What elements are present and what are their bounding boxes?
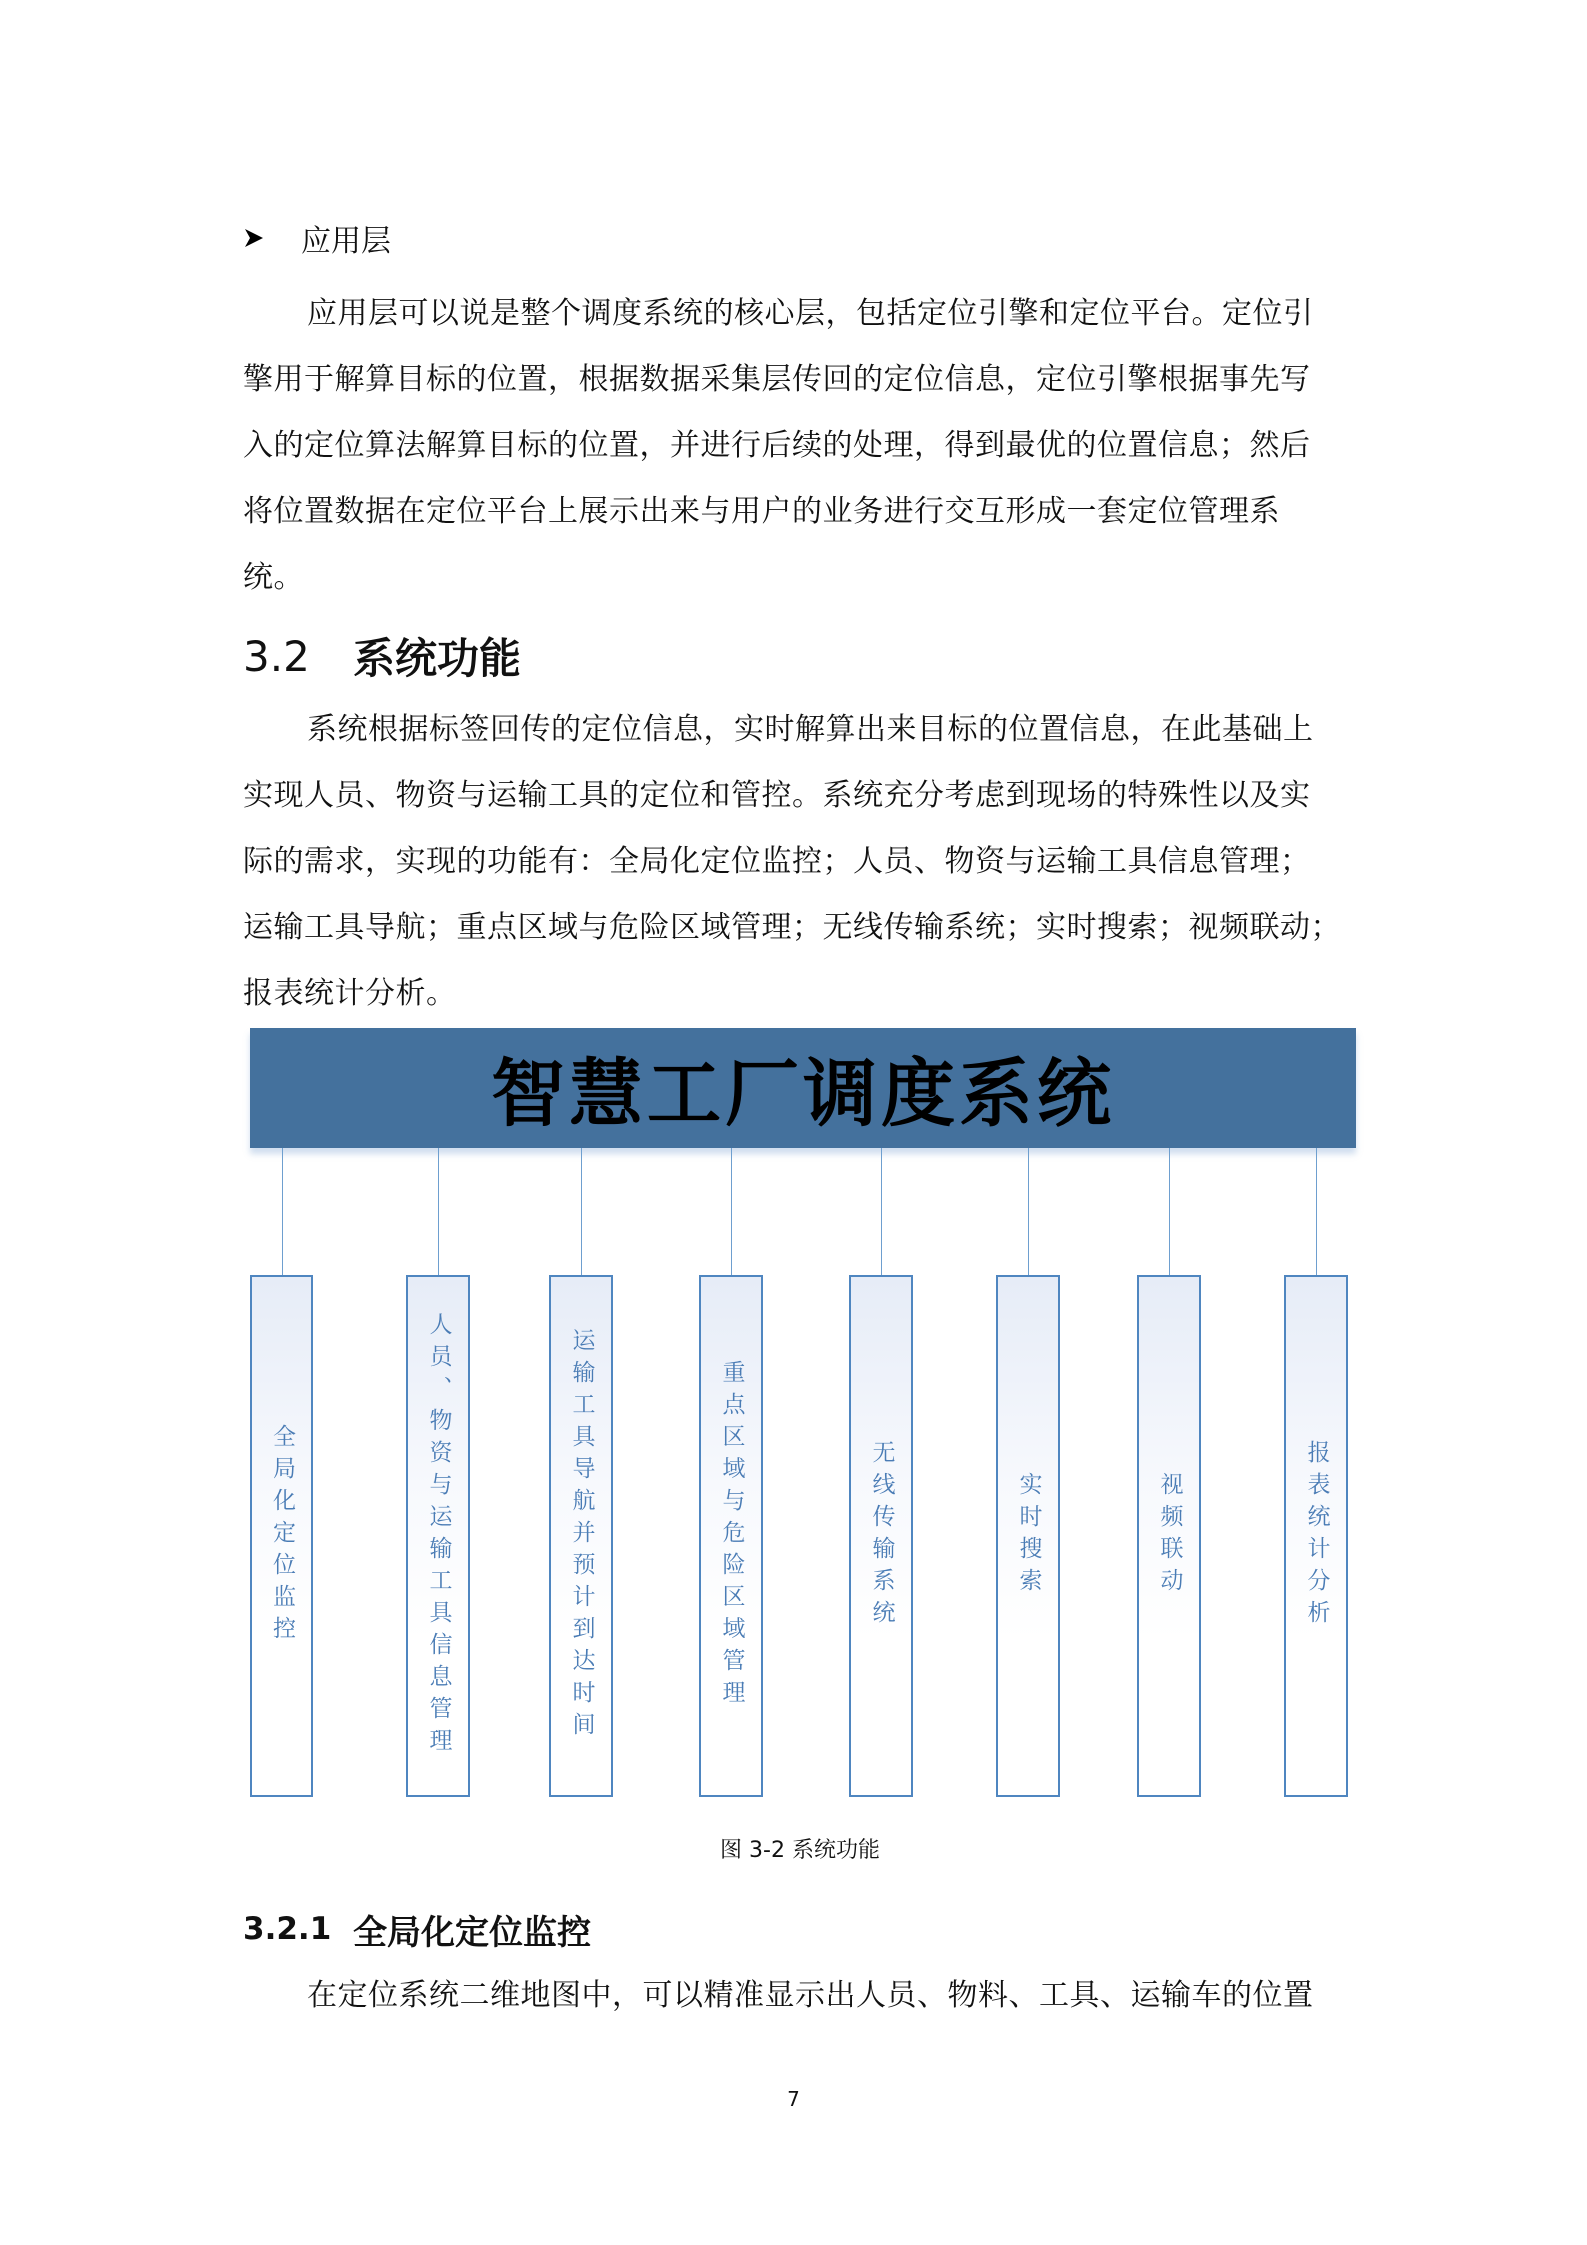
paragraph-line: 统。: [243, 560, 304, 595]
diagram-connector: [438, 1148, 439, 1275]
paragraph-line: 系统根据标签回传的定位信息，实时解算出来目标的位置信息，在此基础上: [307, 712, 1314, 747]
paragraph-line: 实现人员、物资与运输工具的定位和管控。系统充分考虑到现场的特殊性以及实: [243, 778, 1311, 813]
diagram-child-realtime-search: 实时搜索: [996, 1275, 1060, 1797]
figure-caption: 图 3-2 系统功能: [720, 1838, 880, 1863]
diagram-connector: [1316, 1148, 1317, 1275]
heading-number: 3.2.1: [243, 1911, 332, 1947]
paragraph-line: 际的需求，实现的功能有：全局化定位监控；人员、物资与运输工具信息管理；: [243, 844, 1311, 879]
bullet-label: 应用层: [301, 224, 391, 259]
paragraph-application-layer: [243, 281, 1358, 611]
heading-title: 系统功能: [353, 634, 522, 683]
diagram-child-zone-management: 重点区域与危险区域管理: [699, 1275, 763, 1797]
paragraph-line: 擎用于解算目标的位置，根据数据采集层传回的定位信息，定位引擎根据事先写: [243, 362, 1311, 397]
paragraph-line: 在定位系统二维地图中，可以精准显示出人员、物料、工具、运输车的位置: [307, 1978, 1314, 2013]
section-bullet-application-layer: [243, 214, 391, 262]
diagram-child-video-linkage: 视频联动: [1137, 1275, 1201, 1797]
diagram-root-label: 智慧工厂调度系统: [491, 1051, 1115, 1137]
system-function-diagram: [243, 1028, 1357, 1808]
diagram-connector: [881, 1148, 882, 1275]
diagram-connector: [1169, 1148, 1170, 1275]
diagram-connector: [282, 1148, 283, 1275]
diagram-connector: [1028, 1148, 1029, 1275]
paragraph-line: 报表统计分析。: [243, 976, 457, 1011]
page-number: 7: [787, 2087, 800, 2111]
diagram-child-report-statistics: 报表统计分析: [1284, 1275, 1348, 1797]
diagram-connector: [581, 1148, 582, 1275]
paragraph-line: 入的定位算法解算目标的位置，并进行后续的处理，得到最优的位置信息；然后: [243, 428, 1311, 463]
diagram-connector: [731, 1148, 732, 1275]
diagram-root-node: [250, 1028, 1356, 1148]
diagram-child-global-monitoring: 全局化定位监控: [250, 1275, 313, 1797]
heading-title: 全局化定位监控: [353, 1912, 591, 1953]
paragraph-global-monitoring: [243, 1963, 1358, 2029]
paragraph-line: 应用层可以说是整个调度系统的核心层，包括定位引擎和定位平台。定位引: [307, 296, 1314, 331]
section-heading-3-2-1: [243, 1905, 591, 1953]
paragraph-system-functions: [243, 697, 1358, 1027]
diagram-child-info-management: 人员、物资与运输工具信息管理: [406, 1275, 470, 1797]
diagram-child-wireless-transmission: 无线传输系统: [849, 1275, 913, 1797]
arrowhead-bullet-icon: [243, 227, 265, 249]
paragraph-line: 运输工具导航；重点区域与危险区域管理；无线传输系统；实时搜索；视频联动；: [243, 910, 1341, 945]
diagram-child-navigation: 运输工具导航并预计到达时间: [549, 1275, 613, 1797]
section-heading-3-2: [243, 626, 521, 686]
paragraph-line: 将位置数据在定位平台上展示出来与用户的业务进行交互形成一套定位管理系: [243, 494, 1280, 529]
heading-number: 3.2: [243, 631, 310, 681]
